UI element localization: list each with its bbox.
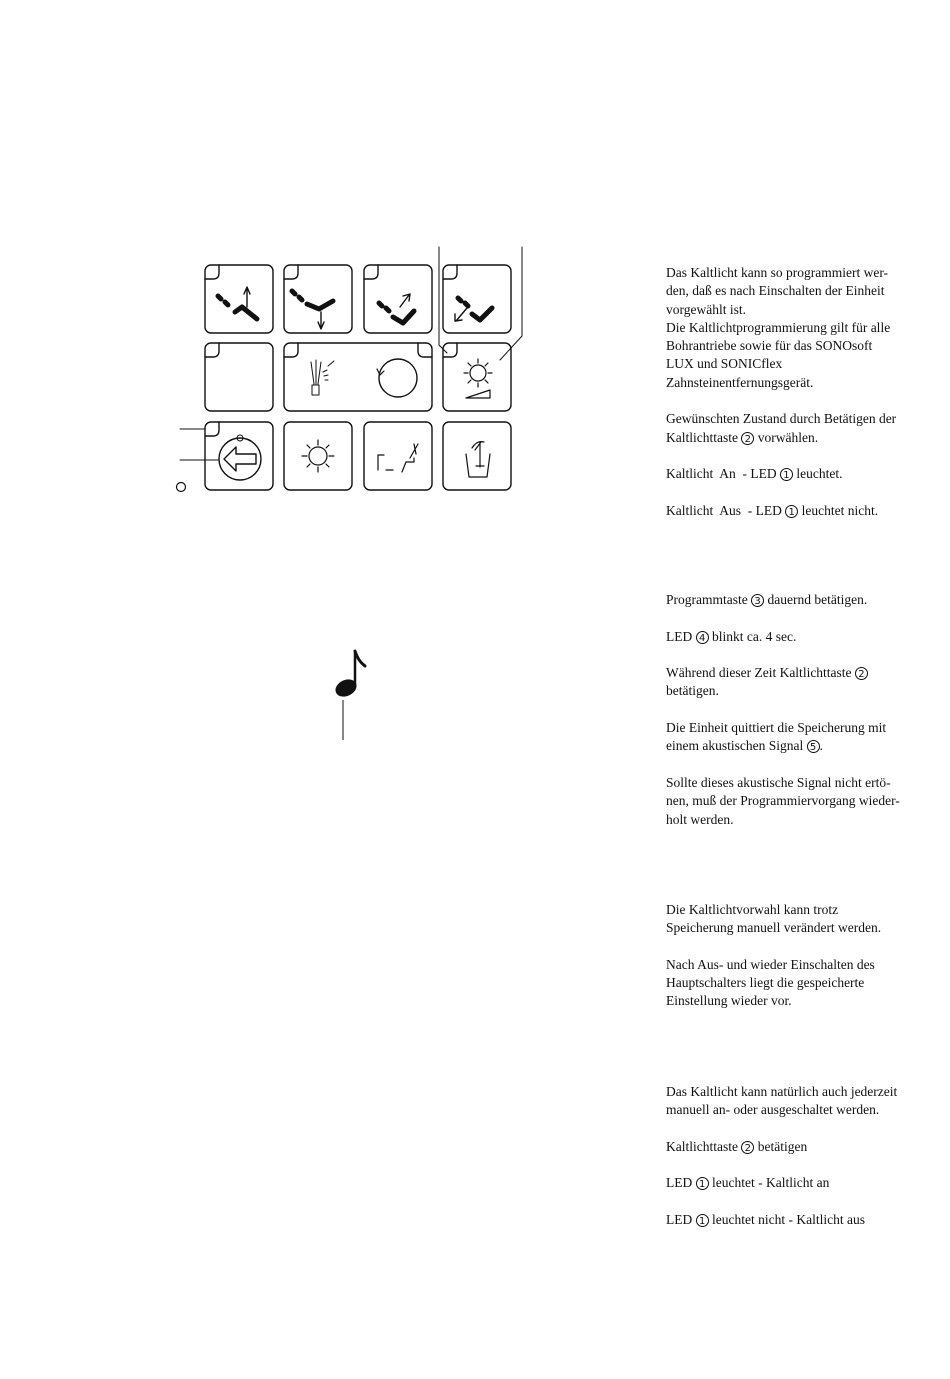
- chair-up-button[interactable]: [205, 265, 273, 333]
- callout-number: 3: [751, 594, 764, 607]
- program-button[interactable]: [284, 343, 432, 411]
- section-manual-override: Die Kaltlichtvorwahl kann trotz Speicherung manuell verändert werden. Nach Aus- und wieder Einschalten des Hauptschalters liegt die gespeicherte Einstellung wieder vor.: [666, 902, 882, 1009]
- back-down-icon: [458, 298, 492, 320]
- back-up-icon: [379, 303, 414, 323]
- memory-button[interactable]: [205, 422, 273, 490]
- rotation-circle-icon: [379, 359, 417, 397]
- arrow-left-icon: [224, 447, 256, 471]
- rinse-position-button[interactable]: [364, 422, 432, 490]
- callout-lines: [180, 247, 522, 460]
- blank-button[interactable]: [205, 343, 273, 411]
- status-led: [177, 483, 186, 492]
- arrow-up-icon: [244, 287, 250, 307]
- section-programming-intro: Das Kaltlicht kann so programmiert wer- den, daß es nach Einschalten der Einheit vorgewählt ist. Die Kaltlichtprogrammierung gilt für alle Bohrantriebe sowie für das SONOsoft LUX und SONICflex Zahnsteinentfernungsgerät. Gewünschten Zustand durch Betätigen der Kaltlichttaste 2 vorwählen. Kaltlicht An - LED 1 leuchtet. Kaltlicht Aus - LED 1 leuchtet nicht.: [666, 264, 946, 520]
- arrow-diag-up-icon: [400, 294, 410, 307]
- callout-number: 2: [855, 667, 868, 680]
- back-up-button[interactable]: [364, 265, 432, 333]
- callout-number: 4: [696, 631, 709, 644]
- callout-number: 2: [741, 1141, 754, 1154]
- cold-light-on-line: Kaltlicht An - LED 1 leuchtet.: [666, 466, 843, 482]
- rinse-position-icon: [378, 444, 418, 472]
- chair-up-icon: [218, 296, 257, 319]
- callout-number: 1: [780, 468, 793, 481]
- chair-down-icon: [292, 291, 333, 309]
- section-manual-switching: Das Kaltlicht kann natürlich auch jederzeit manuell an- oder ausgeschaltet werden. Kaltlichttaste 2 betätigen LED 1 leuchtet - Kaltlicht an LED 1 leuchtet nicht - Kaltlicht aus: [666, 1084, 898, 1228]
- callout-number: 1: [696, 1177, 709, 1190]
- operating-light-icon: [302, 440, 334, 472]
- callout-number: 5: [807, 740, 820, 753]
- chair-down-button[interactable]: [284, 265, 352, 333]
- acoustic-signal-icon: [333, 651, 365, 740]
- callout-number: 2: [741, 432, 754, 445]
- intensity-ramp-icon: [466, 390, 490, 398]
- memory-circle: [219, 438, 261, 480]
- arrow-diag-down-icon: [455, 308, 467, 321]
- arrow-down-icon: [318, 312, 324, 329]
- operating-light-button[interactable]: [284, 422, 352, 490]
- control-panel-illustration: [0, 0, 640, 760]
- cold-light-off-line: Kaltlicht Aus - LED 1 leuchtet nicht.: [666, 502, 879, 518]
- callout-number: 1: [696, 1214, 709, 1227]
- cup-filler-button[interactable]: [443, 422, 511, 490]
- cold-light-button[interactable]: [443, 343, 511, 411]
- select-state-line: Kaltlichttaste 2 vorwählen.: [666, 429, 819, 445]
- cold-light-sun-icon: [464, 359, 492, 387]
- back-down-button[interactable]: [443, 265, 511, 333]
- water-spray-icon: [311, 360, 334, 395]
- callout-number: 1: [785, 505, 798, 518]
- section-programming-steps: Programmtaste 3 dauernd betätigen. LED 4 blinkt ca. 4 sec. Während dieser Zeit Kaltlichttaste 2 betätigen. Die Einheit quittiert die Speicherung mit einem akustischen Signal 5 . Sollte dieses akustische Signal nicht ertö- nen, muß der Programmiervorgang wieder- holt werden.: [666, 592, 900, 827]
- cup-filler-icon: [466, 442, 490, 477]
